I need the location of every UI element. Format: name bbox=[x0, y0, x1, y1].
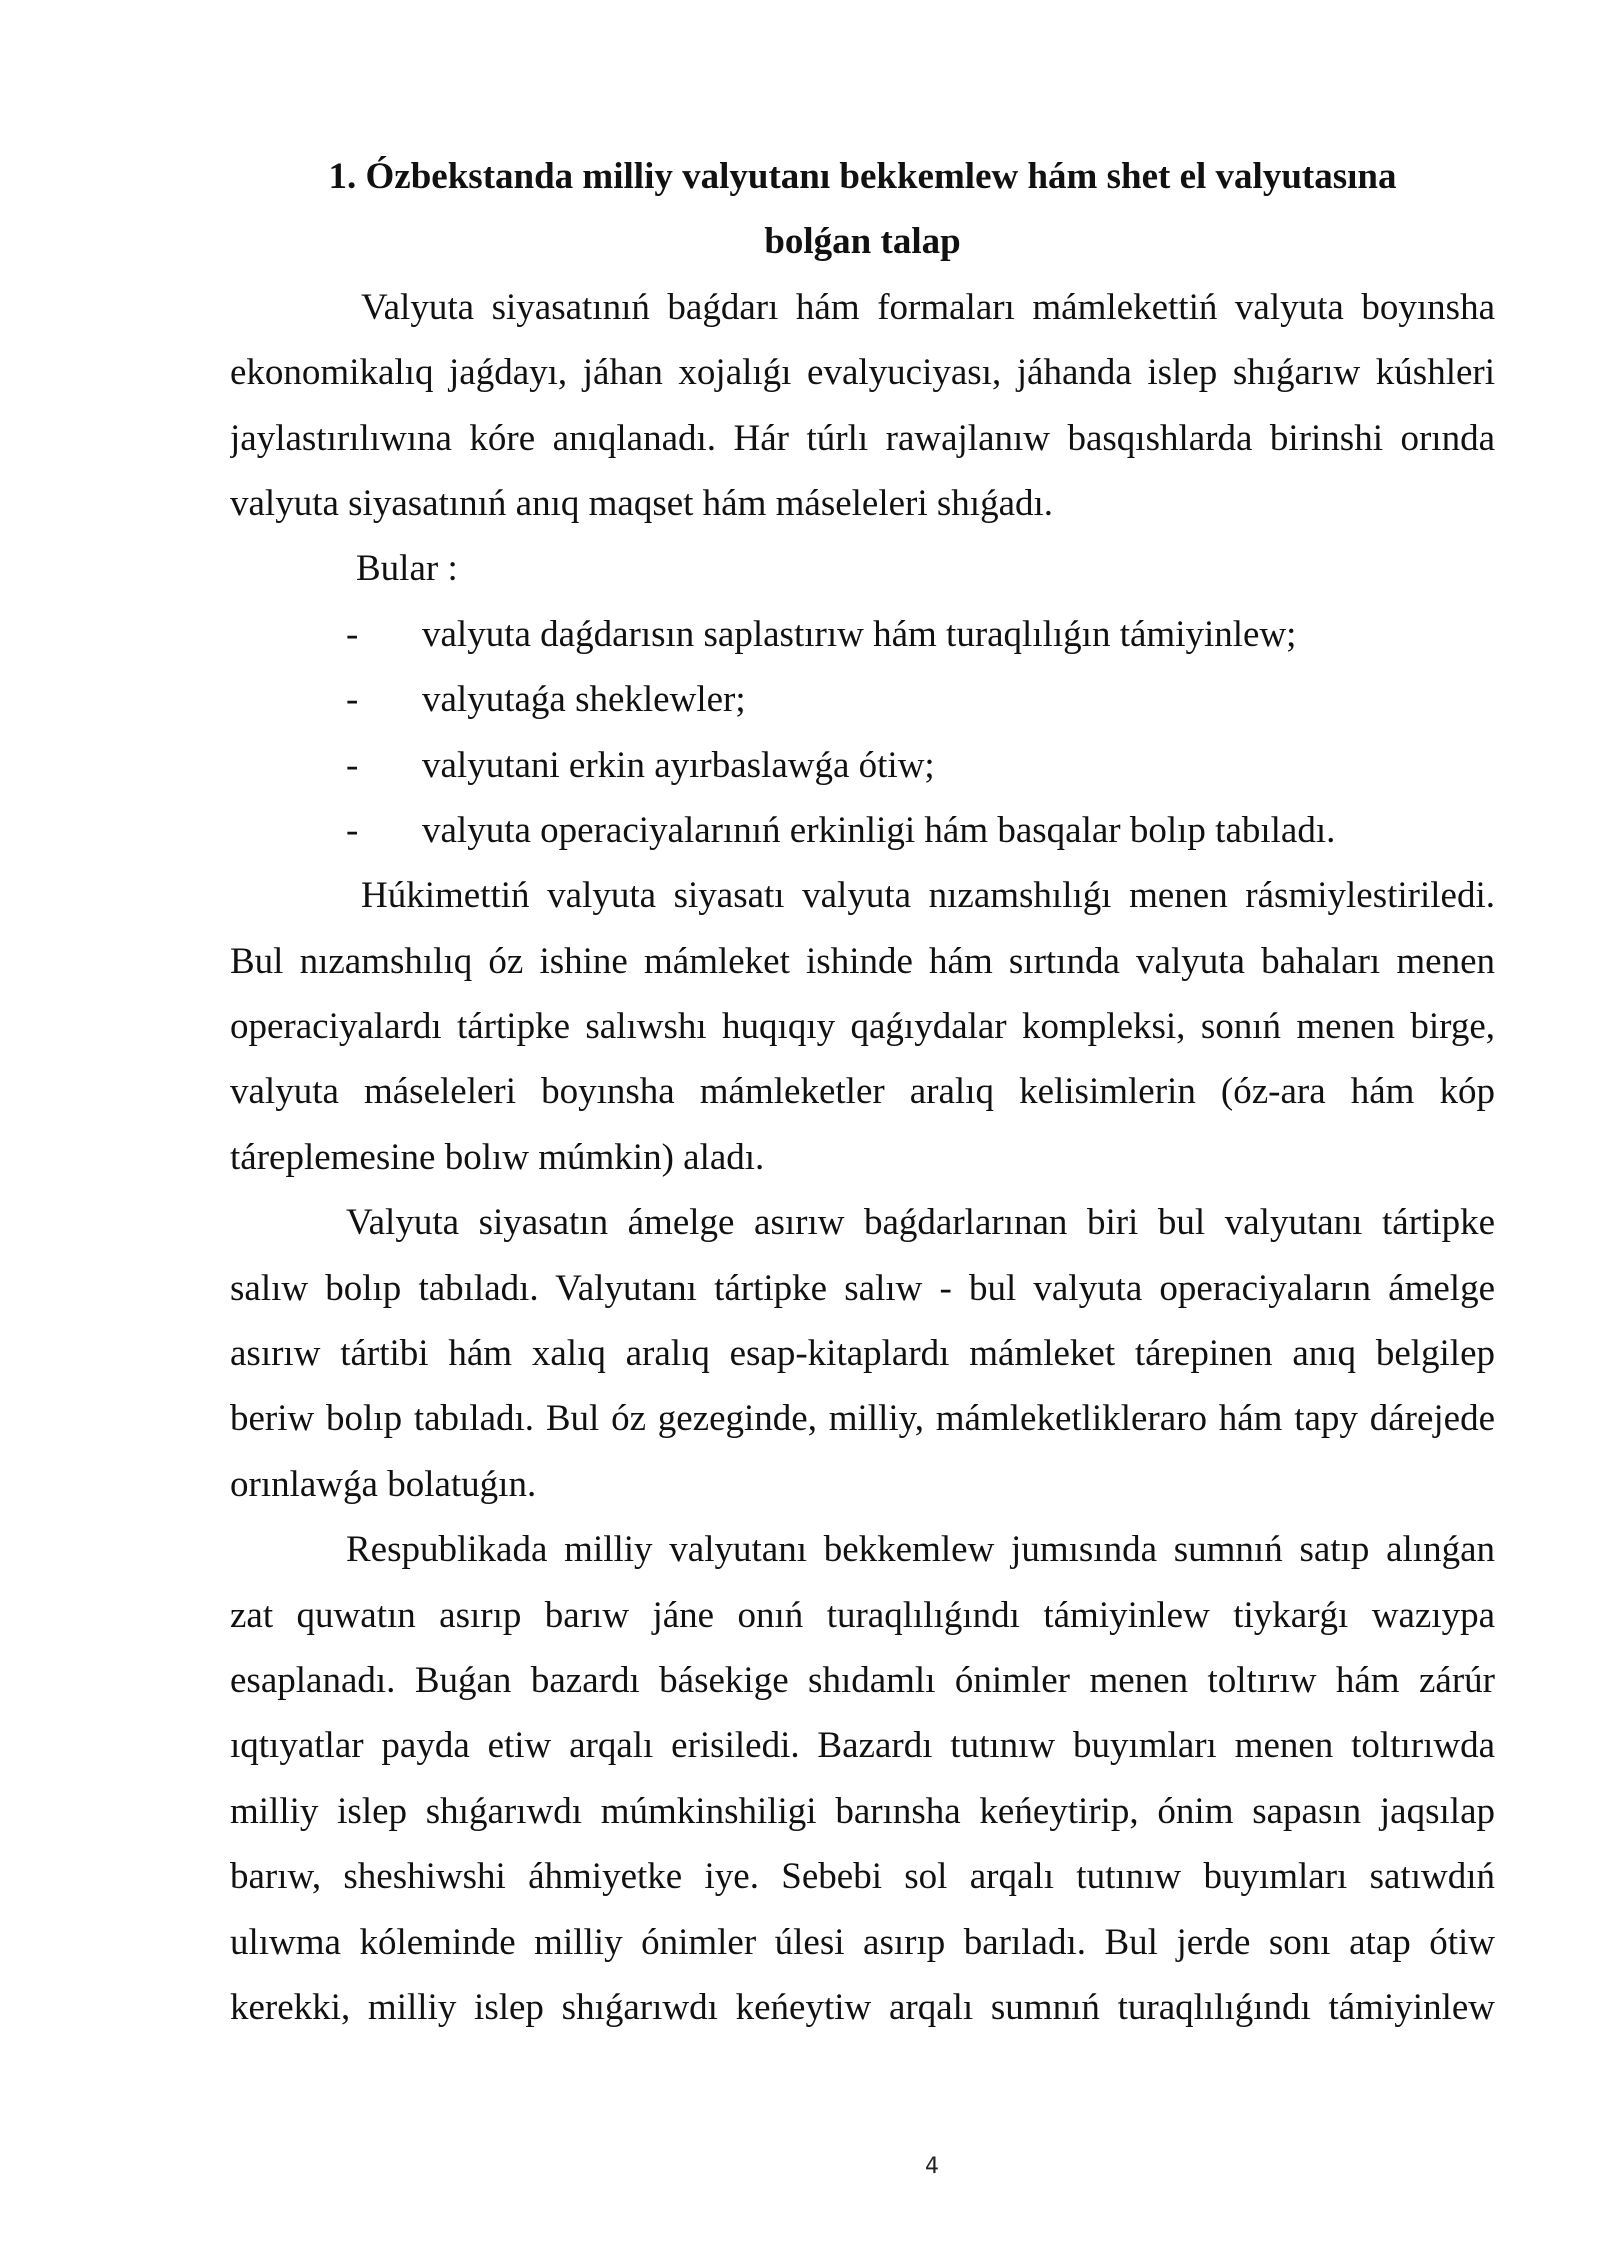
paragraph-2-line: Húkimettiń valyuta siyasatı valyuta nızamshılıǵı menen rásmiylestiriledi. bbox=[361, 875, 1495, 917]
paragraph-3-line: asırıw tártibi hám xalıq aralıq esap-kitaplardı mámleket tárepinen anıq belgilep bbox=[230, 1333, 1495, 1375]
paragraph-1-line: jaylastırılıwına kóre anıqlanadı. Hár túrlı rawajlanıw basqıshlarda birinshi orında bbox=[230, 417, 1495, 459]
paragraph-3-line: salıw bolıp tabıladı. Valyutanı tártipke salıw - bul valyuta operaciyaların ámelge bbox=[230, 1267, 1495, 1309]
paragraph-1-line: ekonomikalıq jaǵdayı, jáhan xojalıǵı evalyuciyası, jáhanda islep shıǵarıw kúshleri bbox=[230, 352, 1495, 394]
section-title-line-1: 1. Ózbekstanda milliy valyutanı bekkemlew hám shet el valyutasına bbox=[328, 156, 1397, 197]
paragraph-1-line: Valyuta siyasatınıń baǵdarı hám formaları mámlekettiń valyuta boyınsha bbox=[361, 286, 1495, 328]
list-item bbox=[230, 798, 1495, 863]
paragraph-2-line: valyuta máseleleri boyınsha mámleketler aralıq kelisimlerin (óz-ara hám kóp bbox=[230, 1071, 1495, 1113]
list-intro: Bular : bbox=[356, 548, 458, 590]
list-bullet: - bbox=[346, 744, 359, 786]
list-item bbox=[230, 733, 1495, 798]
paragraph-2-line: operaciyalardı tártipke salıwshı huqıqıy qaǵıydalar kompleksi, sonıń menen birge, bbox=[230, 1006, 1495, 1048]
paragraph-1-line: valyuta siyasatınıń anıq maqset hám máseleleri shıǵadı. bbox=[230, 482, 1054, 524]
paragraph-4-line: milliy islep shıǵarıwdı múmkinshiligi barınsha keńeytirip, ónim sapasın jaqsılap bbox=[230, 1790, 1495, 1832]
paragraph-3-line: beriw bolıp tabıladı. Bul óz gezeginde, milliy, mámleketlikleraro hám tapy dárejede bbox=[230, 1398, 1495, 1440]
list-item-text: valyuta operaciyalarınıń erkinligi hám basqalar bolıp tabıladı. bbox=[422, 809, 1336, 851]
paragraph-4-line: ulıwma kóleminde milliy ónimler úlesi asırıp barıladı. Bul jerde sonı atap ótiw bbox=[230, 1921, 1495, 1963]
list-item bbox=[230, 667, 1495, 732]
page-number: 4 bbox=[925, 2154, 939, 2179]
paragraph-2-line: Bul nızamshılıq óz ishine mámleket ishinde hám sırtında valyuta bahaları menen bbox=[230, 940, 1495, 982]
paragraph-4-line: barıw, sheshiwshi áhmiyetke iye. Sebebi sol arqalı tutınıw buyımları satıwdıń bbox=[230, 1856, 1495, 1898]
paragraph-2-line: táreplemesine bolıw múmkin) aladı. bbox=[230, 1136, 765, 1178]
paragraph-4-line: esaplanadı. Buǵan bazardı básekige shıdamlı ónimler menen toltırıw hám zárúr bbox=[230, 1659, 1495, 1701]
list-bullet: - bbox=[346, 679, 359, 721]
list-item-text: valyutani erkin ayırbaslawǵa ótiw; bbox=[422, 744, 935, 786]
paragraph-4-line: ıqtıyatlar payda etiw arqalı erisiledi. Bazardı tutınıw buyımları menen toltırıwda bbox=[230, 1725, 1495, 1767]
paragraph-4-line: Respublikada milliy valyutanı bekkemlew jumısında sumnıń satıp alınǵan bbox=[346, 1529, 1495, 1571]
page-body bbox=[230, 144, 1495, 2040]
paragraph-4-line: kerekki, milliy islep shıǵarıwdı keńeytiw arqalı sumnıń turaqlılıǵındı támiyinlew bbox=[230, 1986, 1495, 2028]
paragraph-4-line: zat quwatın asırıp barıw jáne onıń turaqlılıǵındı támiyinlew tiykarǵı wazıypa bbox=[230, 1594, 1495, 1636]
list-item-text: valyuta daǵdarısın saplastırıw hám turaqlılıǵın támiyinlew; bbox=[422, 613, 1297, 655]
list-bullet: - bbox=[346, 613, 359, 655]
list-bullet: - bbox=[346, 809, 359, 851]
section-title-line-2: bolǵan talap bbox=[764, 221, 961, 263]
paragraph-3-line: Valyuta siyasatın ámelge asırıw baǵdarlarınan biri bul valyutanı tártipke bbox=[346, 1202, 1495, 1244]
paragraph-3-line: orınlawǵa bolatuǵın. bbox=[230, 1463, 537, 1505]
list-item bbox=[230, 602, 1495, 667]
list-item-text: valyutaǵa sheklewler; bbox=[422, 679, 746, 721]
